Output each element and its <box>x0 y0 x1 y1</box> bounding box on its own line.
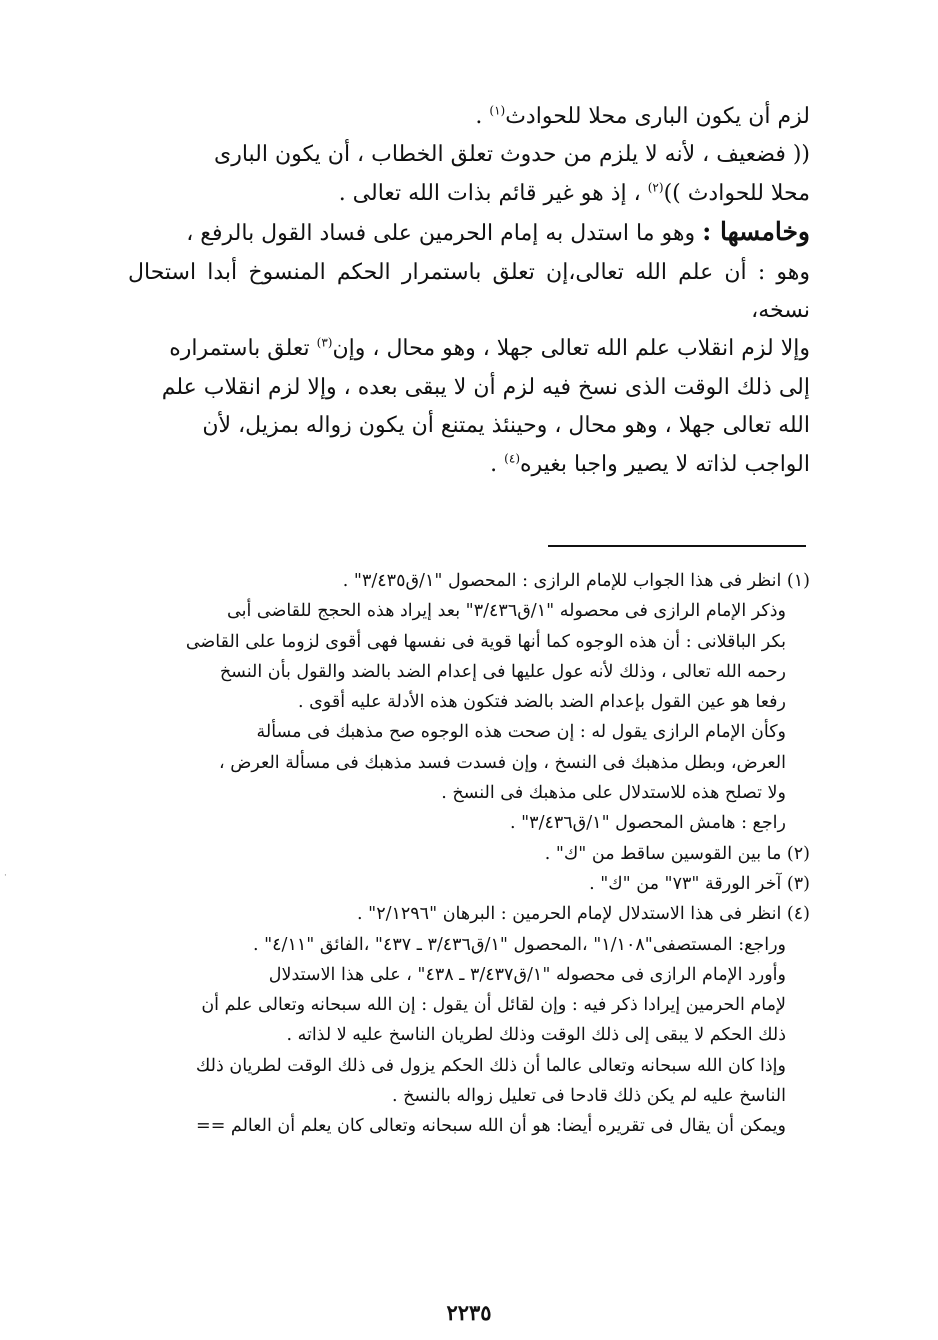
main-text <box>128 98 810 484</box>
margin-mark: · <box>4 871 7 881</box>
main-line <box>128 446 810 484</box>
line-text: الله تعالى جهلا ، وهو محال ، وحينئذ يمتنع أن يكون زواله بمزيل، لأن <box>202 413 810 439</box>
line-tail: ، إذ هو غير قائم بذات الله تعالى . <box>338 180 648 206</box>
footnote-continuation: وإذا كان الله سبحانه وتعالى عالما أن ذلك الحكم يزول فى ذلك الوقت لطريان ذلك <box>195 1055 786 1076</box>
footnote-entry: (٢) ما بين القوسين ساقط من "ك" . <box>544 843 810 864</box>
main-line <box>128 330 810 368</box>
footnote-entry: (١) انظر فى هذا الجواب للإمام الرازى : المحصول "١/ق٣/٤٣٥" . <box>342 571 810 591</box>
footnote-continuation: وراجع: المستصفى"١/١٠٨" ،المحصول "١/ق٣/٤٣٦ ـ ٤٣٧" ،الفائق "٤/١١" . <box>252 934 786 955</box>
line-text: لزم أن يكون البارى محلا للحوادث <box>505 104 810 129</box>
page-number: ٢٢٣٥ <box>446 1300 492 1325</box>
main-line <box>128 213 810 253</box>
line-text: وهو ما استدل به إمام الحرمين على فساد القول بالرفع ، <box>186 221 703 247</box>
footnote-continuation: وذكر الإمام الرازى فى محصوله "١/ق٣/٤٣٦" بعد إيراد هذه الحجج للقاضى أبى <box>227 601 786 622</box>
footnote-entry: (٣) آخر الورقة "٧٣" من "ك" . <box>589 873 810 894</box>
main-line <box>128 369 810 407</box>
footnote-entry: (٤) انظر فى هذا الاستدلال لإمام الحرمين : البرهان "٢/١٢٩٦" . <box>357 904 810 925</box>
line-text: الواجب لذاته لا يصير واجبا بغيره <box>520 451 810 477</box>
footnote-continuation: بكر الباقلانى : أن هذه الوجوه كما أنها قوية فى نفسها فهى أقوى لزوما على القاضى <box>185 631 786 652</box>
line-tail: . <box>475 104 490 129</box>
main-line <box>128 175 810 213</box>
line-tail: تعلق باستمراره <box>169 336 317 362</box>
line-text: محلا للحوادث )) <box>663 180 810 206</box>
footnote-continuation: وكأن الإمام الرازى يقول له : إن صحت هذه الوجوه صح مذهبك فى مسألة <box>256 722 786 743</box>
footnote-continuation: رفعا هو عين القول بإعدام الضد بالضد فتكون هذه الأدلة عليه أقوى . <box>297 692 786 713</box>
footnote-continuation: ويمكن أن يقال فى تقريره أيضا: هو أن الله سبحانه وتعالى كان يعلم أن العالم == <box>196 1116 786 1137</box>
footnote-continuation: راجع : هامش المحصول "١/ق٣/٤٣٦" . <box>509 813 786 834</box>
line-text: إلى ذلك الوقت الذى نسخ فيه لزم أن لا يبقى بعده ، وإلا لزم انقلاب علم <box>161 374 810 400</box>
footnote-continuation: لإمام الحرمين إيرادا ذكر فيه : وإن لقائل أن يقول : إن الله سبحانه وتعالى علم أن <box>201 995 786 1016</box>
footnote-continuation: الناسخ عليه لم يكن ذلك قادحا فى تعليل زواله بالنسخ . <box>392 1086 786 1107</box>
footnote-continuation: العرض، وبطل مذهبك فى النسخ ، وإن فسدت فسد مذهبك فى مسألة العرض ، <box>218 752 786 773</box>
line-text: وهو : أن علم الله تعالى،إن تعلق باستمرار الحكم المنسوخ أبدا استحال نسخه، <box>128 259 810 324</box>
footnote-separator <box>548 545 806 547</box>
line-tail: . <box>490 451 505 477</box>
footnote-continuation: ولا تصلح هذه للاستدلال على مذهبك فى النسخ . <box>441 783 786 804</box>
footnote-continuation: ذلك الحكم لا يبقى إلى ذلك الوقت وذلك لطريان الناسخ عليه لا لذاته . <box>286 1025 786 1046</box>
footnotes <box>126 566 810 1142</box>
footnote-continuation: وأورد الإمام الرازى فى محصوله "١/ق٣/٤٣٧ ـ ٤٣٨" ، على هذا الاستدلال <box>268 964 786 985</box>
footnote-ref: (١) <box>489 103 506 118</box>
footnote-ref: (٣) <box>316 336 333 351</box>
main-line <box>128 98 810 136</box>
main-line <box>128 136 810 174</box>
footnote-ref: (٤) <box>504 451 520 466</box>
footnote-ref: (٢) <box>647 180 664 195</box>
section-lead: وخامسها : <box>702 217 810 247</box>
main-line <box>128 254 810 331</box>
line-text: (( فضعيف ، لأنه لا يلزم من حدوث تعلق الخطاب ، أن يكون البارى <box>214 142 810 168</box>
line-text: وإلا لزم انقلاب علم الله تعالى جهلا ، وهو محال ، وإن <box>332 336 810 362</box>
footnote-continuation: رحمه الله تعالى ، وذلك لأنه عول عليها فى إعدام الضد بالضد والقول بأن النسخ <box>219 661 786 682</box>
main-line <box>128 407 810 445</box>
